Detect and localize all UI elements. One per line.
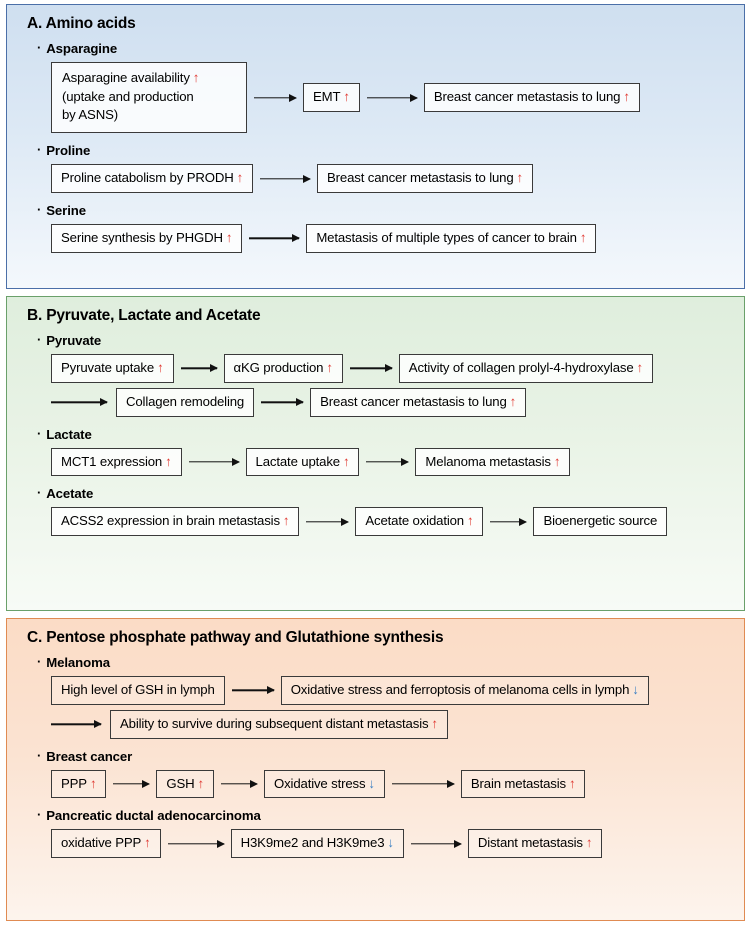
connector-arrow-icon <box>490 516 526 528</box>
node-serine-synthesis-phgdh <box>51 224 242 253</box>
node-text: Activity of collagen prolyl-4-hydroxylase <box>408 360 634 375</box>
flow-row-melanoma-2 <box>51 710 732 739</box>
subhead-pyruvate <box>37 332 732 348</box>
up-arrow-icon: ↑ <box>466 513 474 529</box>
flow-row-lactate <box>51 448 732 477</box>
bullet-icon: · <box>37 142 42 158</box>
bullet-icon: · <box>37 807 42 823</box>
down-arrow-icon: ↓ <box>632 682 639 697</box>
subhead-acetate-label: Acetate <box>46 486 94 502</box>
node-text-line3: by ASNS) <box>62 107 118 123</box>
panel-b-title: B. Pyruvate, Lactate and Acetate <box>27 307 261 324</box>
up-arrow-icon: ↑ <box>636 360 643 375</box>
node-metastasis-multiple-cancers-brain <box>306 224 596 253</box>
node-oxidative-ppp <box>51 829 161 858</box>
connector-arrow-icon <box>254 92 296 104</box>
bullet-icon: · <box>37 202 42 218</box>
node-text: EMT <box>313 89 341 105</box>
down-arrow-icon: ↓ <box>368 775 375 791</box>
up-arrow-icon: ↑ <box>509 393 517 409</box>
subhead-melanoma <box>37 654 732 670</box>
node-collagen-remodeling <box>116 388 254 417</box>
subhead-melanoma-label: Melanoma <box>46 655 110 670</box>
node-text: Serine synthesis by PHGDH <box>61 230 223 246</box>
node-emt <box>303 83 360 112</box>
subhead-pyruvate-label: Pyruvate <box>46 333 102 348</box>
node-text: oxidative PPP <box>61 835 142 851</box>
node-text: Breast cancer metastasis to lung <box>327 170 514 186</box>
connector-arrow-icon <box>261 396 303 408</box>
node-bioenergetic-source <box>533 507 667 536</box>
subhead-asparagine <box>37 40 732 56</box>
node-gsh <box>156 770 214 799</box>
subhead-asparagine-label: Asparagine <box>46 41 118 56</box>
node-text: Breast cancer metastasis to lung <box>433 89 621 105</box>
connector-arrow-icon <box>168 838 224 850</box>
subhead-lactate <box>37 426 732 442</box>
node-text: Breast cancer metastasis to lung <box>320 393 507 409</box>
flow-row-asparagine <box>51 62 732 133</box>
connector-arrow-icon <box>189 456 239 468</box>
node-text: H3K9me2 and H3K9me3 <box>240 835 385 851</box>
panel-amino-acids <box>6 4 745 289</box>
node-text: Metastasis of multiple types of cancer to brain <box>316 230 577 246</box>
node-text: Collagen remodeling <box>126 393 245 409</box>
bullet-icon: · <box>37 425 42 441</box>
up-arrow-icon: ↑ <box>579 230 587 246</box>
node-acetate-oxidation <box>355 507 483 536</box>
node-mct1-expression <box>51 448 182 477</box>
node-oxidative-stress-ferroptosis-melanoma <box>281 676 649 705</box>
flow-row-melanoma-1 <box>51 676 732 705</box>
flow-row-serine <box>51 224 732 253</box>
node-text: Proline catabolism by PRODH <box>61 170 234 186</box>
node-distant-metastasis <box>468 829 603 858</box>
up-arrow-icon: ↑ <box>585 835 593 851</box>
subhead-breast-cancer-label: Breast cancer <box>46 748 133 764</box>
connector-arrow-icon <box>181 362 217 374</box>
node-breast-cancer-metastasis-lung <box>424 83 640 112</box>
bullet-icon: · <box>37 485 42 501</box>
up-arrow-icon: ↑ <box>192 70 200 85</box>
node-text: αKG production <box>233 360 324 375</box>
connector-arrow-icon <box>51 396 107 408</box>
flow-row-breast-cancer <box>51 770 732 799</box>
node-text: PPP <box>61 775 87 791</box>
up-arrow-icon: ↑ <box>553 453 561 469</box>
node-h3k9me2-h3k9me3 <box>231 829 404 858</box>
node-text: Oxidative stress and ferroptosis of melanoma cells in lymph <box>290 682 630 697</box>
node-text-line2: (uptake and production <box>62 88 194 104</box>
connector-arrow-icon <box>113 778 149 790</box>
up-arrow-icon: ↑ <box>326 360 333 375</box>
node-text: Melanoma metastasis <box>425 453 551 469</box>
flow-row-pyruvate-2 <box>51 388 732 417</box>
up-arrow-icon: ↑ <box>157 360 164 375</box>
node-oxidative-stress <box>264 770 385 799</box>
bullet-icon: · <box>37 332 42 347</box>
subhead-proline <box>37 142 732 158</box>
panel-ppp-glutathione <box>6 618 745 921</box>
node-text: Ability to survive during subsequent distant metastasis <box>120 715 429 731</box>
connector-arrow-icon <box>260 173 310 185</box>
node-asparagine-availability <box>51 62 247 133</box>
node-proline-catabolism-prodh <box>51 164 253 193</box>
connector-arrow-icon <box>366 456 408 468</box>
up-arrow-icon: ↑ <box>165 453 172 469</box>
node-acss2-expression-brain-metastasis <box>51 507 299 536</box>
subhead-serine-label: Serine <box>46 203 86 219</box>
node-ppp <box>51 770 106 799</box>
node-lactate-uptake <box>246 448 360 477</box>
up-arrow-icon: ↑ <box>343 89 350 105</box>
bullet-icon: · <box>37 747 42 763</box>
node-pyruvate-uptake <box>51 354 174 383</box>
flow-row-acetate <box>51 507 732 536</box>
flow-row-pyruvate-1 <box>51 354 732 383</box>
subhead-acetate <box>37 485 732 501</box>
node-brain-metastasis <box>461 770 586 799</box>
up-arrow-icon: ↑ <box>516 170 523 186</box>
node-text: Brain metastasis <box>470 775 566 791</box>
up-arrow-icon: ↑ <box>225 230 233 246</box>
up-arrow-icon: ↑ <box>342 453 350 469</box>
bullet-icon: · <box>37 654 42 669</box>
subhead-pdac <box>37 807 732 823</box>
connector-arrow-icon <box>411 838 461 850</box>
subhead-serine <box>37 202 732 218</box>
up-arrow-icon: ↑ <box>431 715 438 731</box>
up-arrow-icon: ↑ <box>568 775 576 791</box>
connector-arrow-icon <box>367 92 417 104</box>
node-text: Lactate uptake <box>255 453 340 469</box>
node-text: MCT1 expression <box>61 453 163 469</box>
connector-arrow-icon <box>392 778 454 790</box>
node-text: Oxidative stress <box>274 775 366 791</box>
node-breast-cancer-metastasis-lung <box>310 388 526 417</box>
up-arrow-icon: ↑ <box>623 89 630 105</box>
connector-arrow-icon <box>221 778 257 790</box>
node-text: Asparagine availability <box>62 70 190 85</box>
node-breast-cancer-metastasis-lung <box>317 164 533 193</box>
connector-arrow-icon <box>51 718 101 730</box>
panel-pyruvate-lactate-acetate <box>6 296 745 611</box>
up-arrow-icon: ↑ <box>144 835 151 851</box>
up-arrow-icon: ↑ <box>236 170 244 186</box>
subhead-lactate-label: Lactate <box>46 426 92 442</box>
node-text: ACSS2 expression in brain metastasis <box>61 513 280 529</box>
node-melanoma-metastasis <box>415 448 570 477</box>
bullet-icon: · <box>37 40 42 55</box>
subhead-pdac-label: Pancreatic ductal adenocarcinoma <box>46 808 261 824</box>
down-arrow-icon: ↓ <box>387 835 394 851</box>
subhead-proline-label: Proline <box>46 143 91 159</box>
up-arrow-icon: ↑ <box>89 775 97 791</box>
node-ability-survive-distant-metastasis <box>110 710 448 739</box>
node-text: High level of GSH in lymph <box>61 682 215 697</box>
up-arrow-icon: ↑ <box>282 513 290 529</box>
connector-arrow-icon <box>350 362 392 374</box>
flow-row-pdac <box>51 829 732 858</box>
connector-arrow-icon <box>232 684 274 696</box>
node-akg-production <box>224 354 343 383</box>
connector-arrow-icon <box>249 232 299 244</box>
subhead-breast-cancer <box>37 748 732 764</box>
node-collagen-prolyl-4-hydroxylase-activity <box>399 354 653 383</box>
node-text: Acetate oxidation <box>365 513 464 529</box>
flow-row-proline <box>51 164 732 193</box>
up-arrow-icon: ↑ <box>197 775 204 791</box>
node-text: GSH <box>166 775 195 791</box>
node-text: Distant metastasis <box>477 835 583 851</box>
node-text: Pyruvate uptake <box>61 360 155 375</box>
connector-arrow-icon <box>306 516 348 528</box>
node-high-gsh-lymph <box>51 676 225 705</box>
node-text: Bioenergetic source <box>543 513 658 529</box>
panel-a-title: A. Amino acids <box>27 15 136 32</box>
panel-c-title: C. Pentose phosphate pathway and Glutathione synthesis <box>27 629 444 646</box>
